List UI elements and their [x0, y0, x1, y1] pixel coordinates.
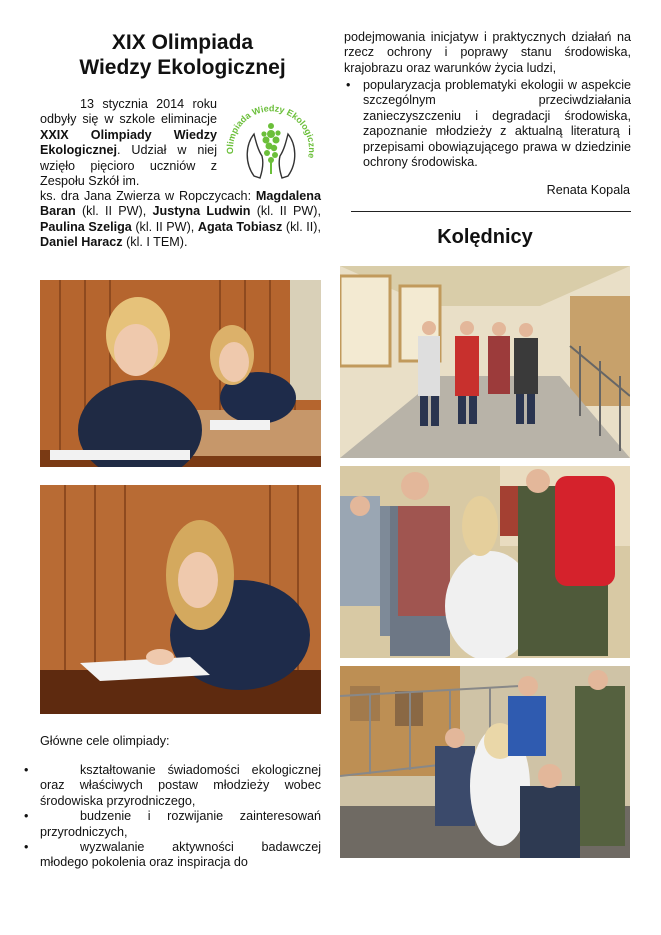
photo-carolers-costumes	[340, 466, 630, 658]
intro-paragraph-top: 13 stycznia 2014 roku odbyły się w szkole eliminacje XXIX Olimpiady Wiedzy Ekologicznej. Udział w niej wzięło pięcioro uczniów z Zespołu Szkół im.	[40, 97, 217, 189]
student-name: Agata Tobiasz	[197, 219, 283, 234]
photo-students-writing	[40, 280, 321, 467]
goal-item: • wyzwalanie aktywności badawczej młodego pokolenia oraz inspiracja do	[40, 840, 321, 871]
student-class: (kl. I TEM).	[122, 235, 188, 250]
goals-list-right	[363, 78, 631, 170]
student-name: Magdalena Baran	[40, 189, 321, 219]
title-line-2: Wiedzy Ekologicznej	[79, 56, 286, 79]
student-name: Paulina Szeliga	[40, 219, 132, 234]
section-divider	[351, 211, 631, 212]
goals-list	[40, 763, 321, 871]
intro-paragraph-bottom: ks. dra Jana Zwierza w Ropczycach: Magdalena Baran (kl. II PW), Justyna Ludwin (kl. II PW), Paulina Szeliga (kl. II PW), Agata Tobiasz (kl. II), Daniel Haracz (kl. I TEM).	[40, 189, 321, 250]
author-signature: Renata Kopala	[546, 183, 630, 197]
student-class: (kl. II PW),	[250, 204, 321, 219]
photo-carolers-corridor	[340, 266, 630, 458]
goal-item: • kształtowanie świadomości ekologicznej oraz właściwych postaw młodzieży wobec środowiska przyrodniczego,	[40, 763, 321, 809]
goal-item: • popularyzacja problematyki ekologii w aspekcie szczególnym przeciwdziałania zanieczyszczeniu i degradacji środowiska, zapoznanie młodzieży z aktualną literaturą i przepisami obowiązującego prawa w dziedzinie ochrony środowiska.	[363, 78, 631, 170]
student-name: Justyna Ludwin	[152, 204, 251, 219]
title-line-1: XIX Olimpiada	[111, 31, 254, 54]
student-class: (kl. II),	[282, 219, 321, 234]
student-name: Daniel Haracz	[40, 235, 123, 250]
olympiad-logo	[222, 98, 320, 186]
goal-item: • budzenie i rozwijanie zainteresowań przyrodniczych,	[40, 809, 321, 840]
goals-continued: podejmowania inicjatyw i praktycznych działań na rzecz ochrony i poprawy stanu środowiska, krajobrazu oraz warunków życia ludzi,	[344, 30, 631, 75]
photo-carolers-stairs	[340, 666, 630, 858]
photo-student-solo	[40, 485, 321, 714]
article-title	[40, 30, 325, 80]
section-title-koledy: Kolędnicy	[437, 226, 533, 248]
student-class: (kl. II PW),	[131, 219, 198, 234]
logo-text: Olimpiada Wiedzy Ekologiczne	[224, 103, 318, 160]
goals-heading: Główne cele olimpiady:	[40, 734, 170, 748]
student-class: (kl. II PW),	[75, 204, 153, 219]
